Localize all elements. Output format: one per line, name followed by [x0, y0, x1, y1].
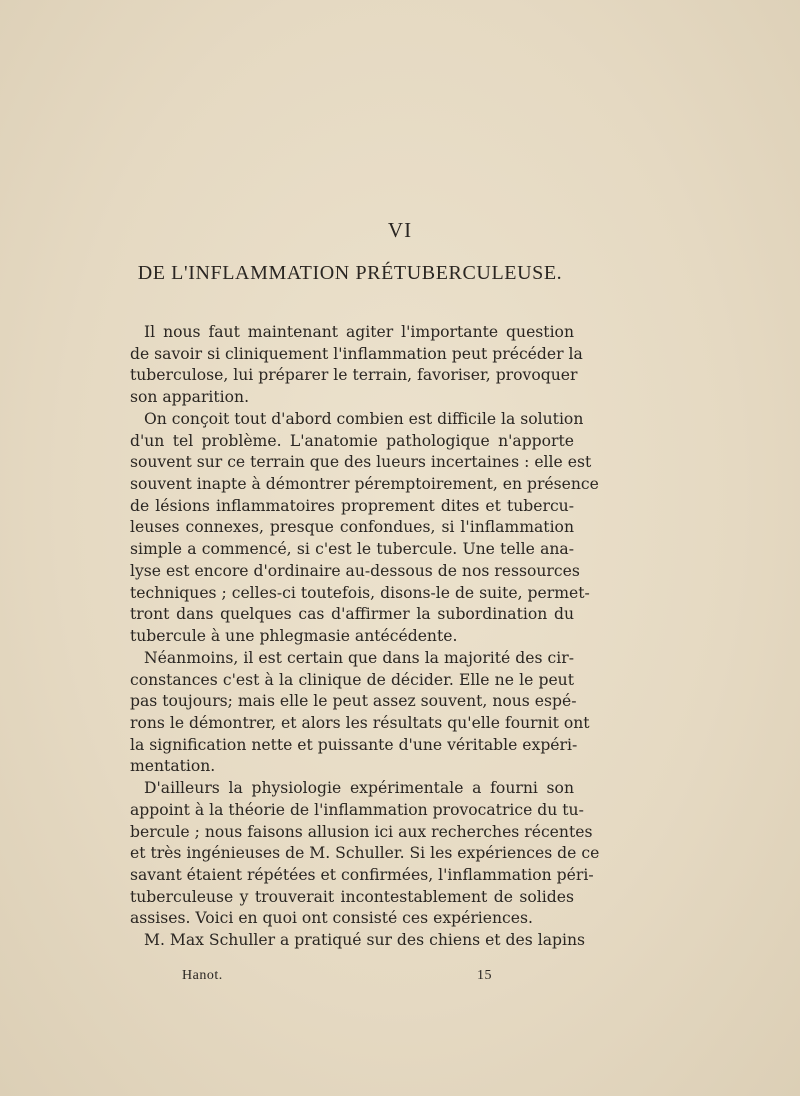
text-line: rons le démontrer, et alors les résultats qu'elle fournit ont	[130, 713, 590, 732]
paragraph	[130, 778, 600, 930]
text-line: d'un tel problème. L'anatomie pathologique n'apporte	[130, 431, 574, 450]
text-line: assises. Voici en quoi ont consisté ces expériences.	[130, 909, 533, 928]
text-line: et très ingénieuses de M. Schuller. Si les expériences de ce	[130, 844, 600, 863]
text-line: M. Max Schuller a pratiqué sur des chiens et des lapins	[144, 931, 586, 950]
text-line: On conçoit tout d'abord combien est difficile la solution	[144, 409, 584, 428]
text-line: leuses connexes, presque confondues, si l'inflammation	[130, 518, 574, 537]
text-line: techniques ; celles-ci toutefois, disons-le de suite, permet-	[130, 583, 590, 602]
sheet-number: 15	[477, 968, 492, 983]
text-line: constances c'est à la clinique de décider. Elle ne le peut	[130, 670, 574, 689]
page-footer	[0, 968, 800, 990]
paragraph	[130, 409, 599, 648]
text-line: tuberculose, lui préparer le terrain, favoriser, provoquer	[130, 366, 578, 385]
chapter-title: DE L'INFLAMMATION PRÉTUBERCULEUSE.	[137, 262, 563, 284]
text-line: savant étaient répétées et confirmées, l'inflammation péri-	[130, 865, 594, 884]
text-line: tubercule à une phlegmasie antécédente.	[130, 627, 458, 646]
paragraph	[130, 930, 586, 952]
text-line: la signification nette et puissante d'une véritable expéri-	[130, 735, 578, 754]
signature-mark: Hanot.	[182, 968, 223, 983]
text-line: D'ailleurs la physiologie expérimentale a fourni son	[144, 779, 574, 798]
text-line: mentation.	[130, 757, 216, 776]
text-line: pas toujours; mais elle le peut assez souvent, nous espé-	[130, 692, 577, 711]
text-line: bercule ; nous faisons allusion ici aux recherches récentes	[130, 822, 593, 841]
text-line: simple a commencé, si c'est le tubercule. Une telle ana-	[130, 540, 574, 559]
paragraph	[130, 648, 590, 778]
text-line: souvent inapte à démontrer péremptoirement, en présence	[130, 475, 599, 494]
text-line: appoint à la théorie de l'inflammation provocatrice du tu-	[130, 800, 584, 819]
text-line: tront dans quelques cas d'affirmer la subordination du	[130, 605, 574, 624]
text-line: tuberculeuse y trouverait incontestablement de solides	[130, 887, 574, 906]
text-line: son apparition.	[130, 388, 250, 407]
text-line: Néanmoins, il est certain que dans la majorité des cir-	[144, 648, 574, 667]
text-line: lyse est encore d'ordinaire au-dessous de nos ressources	[130, 561, 580, 580]
body-text	[130, 322, 600, 952]
text-line: de savoir si cliniquement l'inflammation peut précéder la	[130, 344, 583, 363]
chapter-number: VI	[387, 218, 413, 242]
text-line: souvent sur ce terrain que des lueurs incertaines : elle est	[130, 453, 592, 472]
text-line: de lésions inflammatoires proprement dites et tubercu-	[130, 496, 574, 515]
text-line: Il nous faut maintenant agiter l'importante question	[144, 323, 574, 341]
paragraph	[130, 322, 583, 409]
